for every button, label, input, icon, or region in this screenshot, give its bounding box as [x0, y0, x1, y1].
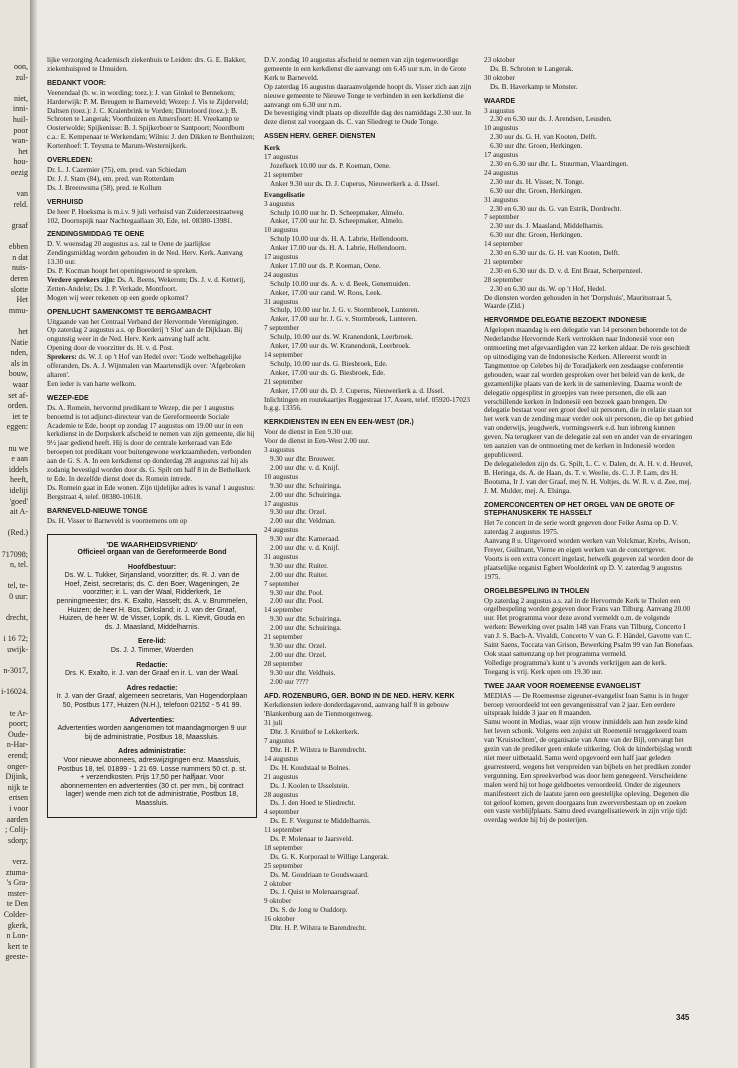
advertenties-text: Advertenties worden aangenomen tot maandagmorgen 9 uur bij de administratie, Postbus 18, Maassluis. [57, 725, 247, 741]
schedule-line: Anker, 17.00 uur cand. W. Roos, Leek. [270, 288, 382, 297]
schedule-line: 30 oktober [484, 73, 515, 82]
schedule-line: 2.30 en 6.30 uur ds. W. op 't Hof, Hedel. [490, 284, 607, 293]
previous-page-fragment: zul- [15, 72, 28, 82]
previous-page-fragment: als in [10, 358, 28, 368]
schedule-line: 21 september [484, 257, 523, 266]
adres-administratie-text: Voor nieuwe abonnees, adreswijzigingen enz. Maassluis, Postbus 18, tel. 01899 - 1 21 69. Losse nummers 50 ct. p. st. + verzendkosten. Prijs 17,50 per halfjaar. Voor abonnementen en advertenties (30 ct. per mm., bij contract lager) wende men zich tot de administratie, Postbus 18, Maassluis. [57, 756, 247, 807]
schedule-line: 9.30 uur dhr. Schuiringa. [270, 615, 342, 624]
schedule-line: 17 augustus [264, 253, 299, 262]
previous-page-fragment: gkerk, [7, 920, 28, 930]
schedule-line: Schulp 10.00 uur hr. D. Scheepmaker, Almelo. [270, 208, 405, 217]
previous-page-fragment: hou- [13, 157, 28, 167]
schedule-line: Anker, 17.00 uur hr. J. G. v. Stormbroek, Lunteren. [270, 315, 417, 324]
schedule-line: 24 augustus [264, 270, 299, 279]
schedule-line: 9.30 uur dhr. Ruiter. [270, 561, 328, 570]
masthead-box [47, 534, 257, 818]
schedule-line: 2.00 uur dhr. Schuiringa. [270, 624, 342, 633]
redactie-text: Drs. K. Exalto, ir. J. van der Graaf en ir. L. van der Waal. [64, 670, 240, 678]
redactie-heading: Redactie: [136, 661, 168, 669]
schedule-line: 2.00 uur dhr. Ruiter. [270, 570, 328, 579]
schedule-line: 23 oktober [484, 56, 515, 64]
schedule-line: 2.00 uur dhr. Pool. [270, 597, 324, 606]
schedule-line: 24 augustus [264, 526, 299, 535]
rozenburg-heading: AFD. ROZENBURG, GER. BOND IN DE NED. HERV. KERK [264, 692, 455, 700]
previous-page-fragment: het [18, 327, 28, 336]
zendingsmiddag-text-2: Ds. P. Kocman hoopt het openingswoord te spreken. [47, 267, 198, 276]
delegatie-heading: HERVORMDE DELEGATIE BEZOEKT INDONESIE [484, 317, 647, 325]
previous-page-fragment: i-16024. [1, 687, 28, 697]
previous-page-fragment: orden. [7, 401, 28, 411]
previous-page-fragment: n Lon- [6, 931, 28, 941]
previous-page-fragment: bouw, [8, 369, 28, 379]
schedule-line: 10 augustus [264, 472, 299, 481]
schedule-line: 2 oktober [264, 879, 292, 888]
barneveld-text: Ds. H. Visser te Barneveld is voornemens om op [47, 516, 187, 525]
schedule-line: 10 augustus [484, 124, 519, 133]
schedule-line: 28 september [264, 659, 303, 668]
orgelbespeling-heading: ORGELBESPELING IN THOLEN [484, 587, 590, 595]
previous-page-fragment: poort; [8, 719, 28, 729]
schedule-line: Ds. G. K. Korporaal te Willige Langerak. [270, 852, 389, 861]
schedule-line: 2.30 en 6.30 uur ds. G. van Estrik, Dordrecht. [490, 204, 622, 213]
previous-page-fragment: tel, te- [7, 581, 28, 591]
schedule-line: 9.30 uur dhr. Brouwer. [270, 454, 336, 463]
previous-page-fragment: n-Har- [6, 740, 28, 750]
masthead-subtitle: Officieel orgaan van de Gereformeerde Bond [77, 549, 227, 557]
previous-page-fragment: niet, [14, 93, 28, 103]
schedule-line: 7 september [264, 324, 299, 333]
schedule-line: 9.30 uur dhr. Orzel. [270, 642, 327, 650]
een-intro: Voor de dienst in Een 9.30 uur. Voor de dienst in Een-West 2.00 uur. [264, 428, 370, 446]
schedule-line: Schulp 10.00 uur ds. H. A. Labrie, Hellendoorn. [270, 235, 409, 244]
openlucht-text: Uitgaande van het Centraal Verband der Hervormde Verenigingen. Op zaterdag 2 augustus a.s. op Boerderij 't Slot' aan de Dijklaan. Bij ongunstig weer in de Ned. Herv. Kerk aanvang half acht. Opening door de voorzitter ds. H. v. d. Post. [47, 317, 243, 353]
previous-page-fragment: ideliji [9, 486, 28, 495]
previous-page-fragment: uwijk- [7, 645, 28, 654]
previous-page-fragment: 's Gra- [6, 878, 28, 888]
schedule-line: Anker 9.30 uur ds. D. J. Cuperus, Nieuwerkerk a. d. IJssel. [270, 179, 440, 188]
previous-page-fragment: sdorp; [8, 835, 28, 845]
eerelid-heading: Eere-lid: [137, 638, 166, 646]
schedule-line: 24 augustus [484, 168, 519, 177]
previous-page-fragment: ztuma- [5, 867, 28, 877]
schedule-line: Anker 17.00 uur ds. H. A. Labrie, Hellendoorn. [270, 244, 407, 253]
previous-page-fragment: iddels [8, 464, 28, 474]
schedule-line: Ds. M. Goudriaan te Goudswaard. [270, 870, 369, 879]
previous-page-fragment: oon, [14, 62, 28, 71]
zendingsmiddag-heading: ZENDINGSMIDDAG TE OENE [47, 231, 145, 239]
schedule-line: 11 september [264, 826, 303, 835]
verhuisd-heading: VERHUISD [47, 198, 84, 206]
previous-page-fragment: oezig [10, 168, 28, 177]
rozenburg-intro: Kerkdiensten iedere donderdagavond, aanvang half 8 in gebouw 'Blankenburg aan de Tienmorgenweg. [264, 701, 450, 719]
schedule-line: 9.30 uur dhr. Orzel. [270, 508, 327, 517]
schedule-line: 2.30 en 6.30 uur ds. D. v. d. Ent Braat, Scherpenzeel. [490, 266, 643, 275]
schedule-line: Dhr. J. Kruithof te Lekkerkerk. [270, 728, 360, 737]
advertenties-heading: Advertenties: [129, 716, 175, 724]
schedule-line: 2.30 en 6.30 uur ds. J. Arendsen, Leusden. [490, 115, 612, 124]
previous-page-fragment: 'goed' [9, 496, 28, 506]
schedule-line: 2.30 uur ds. J. Maasland, Middelharnis. [490, 222, 604, 231]
schedule-line: 9 oktober [264, 897, 292, 906]
schedule-line: Jozefkerk 10.00 uur ds. P. Koeman, Oene. [270, 161, 391, 170]
assen-evangelisatie-list [264, 200, 476, 396]
openlucht-speakers [47, 353, 257, 389]
previous-page-fragment: 717098; [1, 549, 28, 559]
waarde-list [484, 107, 694, 294]
schedule-line: 28 augustus [264, 790, 299, 799]
schedule-line: 14 september [484, 240, 523, 249]
schedule-line: 9.30 uur dhr. Pool. [270, 588, 324, 597]
previous-page-fragment: Het [16, 295, 28, 305]
previous-page-fragment: inni- [12, 104, 28, 114]
overleden-heading: OVERLEDEN: [47, 157, 93, 165]
schedule-line: 7 september [264, 579, 299, 588]
schedule-line: 9.30 uur dhr. Kameraad. [270, 535, 340, 544]
previous-page-fragment: heeft, [10, 475, 28, 485]
zomerconcerten-heading: ZOMERCONCERTEN OP HET ORGEL VAN DE GROTE OF STEPHANUSKERK TE HASSELT [484, 501, 675, 518]
wezep-heading: WEZEP-EDE [47, 394, 89, 402]
previous-page-fragment: reld. [13, 199, 28, 209]
schedule-line: 4 september [264, 808, 299, 817]
previous-page-fragment: nden, [10, 348, 28, 358]
schedule-line: 21 september [264, 170, 303, 179]
page-number: 345 [676, 1013, 690, 1022]
schedule-line: 6.30 uur dhr. Groen, Herkingen. [490, 186, 583, 195]
intro-text: lijke verzorging Academisch ziekenhuis te Leiden: drs. G. E. Bakker, ziekenhuispred te IJmuiden. [47, 56, 246, 73]
een-heading: KERKDIENSTEN IN EEN EN EEN-WEST (DR.) [264, 419, 414, 427]
hoofdbestuur-text: Ds. W. L. Tukker, Sirjansland, voorzitter; ds. R. J. van de Hoef, Zeist, secretaris; ds. C. den Boer, Wageningen, 2e voorzitter; ir. L. van der Waal, Ridderkerk, 1e penningmeester; drs. K. Exalto, Hasselt; ds. A. v. Brummelen, Huizen; de heer H. Bos, Dirksland; ir. J. van der Graaf, Huizen, de heer W. de Visser, Lopik, ds. L. Kievit, Gouda en ds. J. Maasland, Middelharnis. [56, 572, 248, 631]
previous-page-fragment: erend; [8, 751, 28, 760]
schedule-line: 21 september [264, 377, 303, 386]
schedule-line: 31 augustus [484, 195, 519, 204]
previous-page-fragment: verz. [12, 857, 28, 866]
schedule-line: Schulp, 10.00 uur hr. J. G. v. Stormbroek, Lunteren. [270, 306, 420, 315]
evangelist-heading: TWEE JAAR VOOR ROEMEENSE EVANGELIST [484, 682, 641, 690]
schedule-line: Ds. P. Molenaar te Jaarsveld. [270, 835, 354, 844]
previous-page-fragment: te Den [6, 899, 28, 909]
schedule-line: 25 september [264, 861, 303, 870]
verhuisd-text: De heer P. Hoeksma is m.i.v. 9 juli verhuisd van Zuiderzeestraatweg 102, Doornspijk naar Nachtegaallaan 30, Ede, tel. 08380-13981. [47, 207, 244, 225]
schedule-line: 2.30 en 6.30 uur ds. G. H. van Kooten, Delft. [490, 249, 620, 258]
schedule-line: 2.30 uur ds. H. Visser, N. Tonge. [490, 177, 584, 186]
schedule-line: 2.00 uur dhr. v. d. Knijf. [270, 544, 340, 553]
zendingsmiddag-speakers-label: Verdere sprekers zijn: [47, 275, 116, 284]
assen-kerk-label: Kerk [264, 144, 280, 153]
waarde-heading: WAARDE [484, 97, 516, 105]
schedule-line: 7 augustus [264, 737, 295, 746]
schedule-line: 9.30 uur dhr. Schuiringa. [270, 481, 342, 490]
schedule-line: 14 september [264, 351, 303, 359]
schedule-line: 18 september [264, 843, 303, 852]
previous-page-fragment: Oude- [8, 729, 28, 739]
previous-page-fragment: ertsen [8, 793, 28, 803]
barneveld-continued: D.V. zondag 10 augustus afscheid te nemen van zijn tegenwoordige gemeente in een kerkdienst die aanvangt om 6.45 uur n.m. in de Grote Kerk te Barneveld. Op zaterdag 16 augustus daaraanvolgende hoopt ds. Visser zich aan zijn nieuwe gemeente te Nieuwe Tonge te verbinden in een kerkdienst die aanvangt om 6.30 uur n.m. De bevestiging vindt plaats op diezelfde dag des namiddags 2.30 uur. In deze dienst zal voorgaan ds. C. van Sliedregt te Oude Tonge. [264, 56, 472, 127]
previous-page-fragment: nuis- [12, 263, 28, 273]
previous-page-fragment: drecht, [6, 613, 28, 623]
schedule-line: 10 augustus [264, 226, 299, 235]
previous-page-fragment: nu we [8, 443, 28, 453]
previous-page-fragment: i voor [9, 804, 28, 813]
schedule-line: Anker, 17.00 uur ds. W. Kranendonk, Leerbroek. [270, 342, 411, 351]
previous-page-fragment: n-3017, [3, 666, 28, 676]
assen-heading: ASSEN HERV. GEREF. DIENSTEN [264, 133, 376, 141]
previous-page-fragment: ait A- [10, 507, 28, 517]
assen-kerk-list [264, 153, 476, 189]
een-list [264, 446, 476, 686]
schedule-line: 14 augustus [264, 754, 299, 763]
schedule-line: 31 augustus [264, 297, 299, 306]
column-right [484, 56, 694, 825]
previous-page-fragment: n, tel. [10, 560, 28, 570]
schedule-line: Dhr. H. P. Wilstra te Barendrecht. [270, 924, 367, 933]
column-left [47, 56, 257, 818]
previous-page-fragment: aarden [6, 814, 28, 824]
previous-page-fragment: n dat [12, 252, 28, 262]
previous-page-fragment: mster- [7, 888, 28, 898]
schedule-line: 21 september [264, 633, 303, 642]
previous-page-fragment: Natie [10, 337, 28, 347]
schedule-line: 31 juli [264, 719, 283, 728]
previous-page-fragment: e aan [11, 454, 28, 464]
previous-page-fragment: poor [13, 125, 28, 135]
previous-page-fragment: Dijink, [5, 772, 28, 782]
previous-page-fragment: iet te [12, 411, 28, 421]
zendingsmiddag-speakers-text: Ds. A. Beens, Wekerom; Ds. J. v. d. Ketterij, Zetten-Andelst; Ds. J. P. Verkade, Montfoort. [47, 275, 246, 293]
schedule-line: Dhr. H. P. Wilstra te Barendrecht. [270, 745, 367, 754]
wezep-text: Ds. A. Romein, hervormd predikant te Wezep, die per 1 augustus benoemd is tot adjunct-directeur van de Gereformeerde Sociale Academie te Ede, hoopt op zondag 17 augustus om 19.00 uur in een kerkdienst in de Dorpskerk afscheid te nemen van zijn gemeente, die hij 9½ jaar gediend heeft. Hij is door de centrale kerkeraad van Ede beroepen tot predikant voor buitengewone werkzaamheden, verbonden aan de G. S. A. In een kerkdienst op donderdag 28 augustus zal hij als zodanig bevestigd worden door ds. G. Spilt om half 8 in de Bethelkerk te Ede. In dezelfde dienst doet ds. Romein intrede. Ds. Romein gaat in Ede wonen. Zijn tijdelijke adres is vanaf 1 augustus: Bergstraat 4, telef. 08380-10618. [47, 403, 255, 501]
zendingsmiddag-text: D. V. woensdag 20 augustus a.s. zal te Oene de jaarlijkse Zendingsmiddag worden gehouden in de Ned. Herv. Kerk. Aanvang 13.30 uur. [47, 240, 243, 267]
openlucht-heading: OPENLUCHT SAMENKOMST TE BERGAMBACHT [47, 308, 212, 316]
schedule-line: Ds. J. Quist te Molenaarsgraaf. [270, 888, 360, 897]
adres-administratie-heading: Adres administratie: [118, 748, 186, 756]
evangelist-text: MEDIAS — De Roemeense zigeuner-evangelist Ioan Samu is in hoger beroep veroordeeld tot een gevangenisstraf van 2 jaar. Een eerdere uitspraak luidde 3 jaar en 8 maanden. Samu woont in Medias, waar zijn vrouw inmiddels aan hun zesde kind het leven schonk. Volgens een zojuist uit Roemenië teruggekeerd team van 'Kruistochten', de organisatie van Anne van der Bijl, ontvangt het gezin van de prediker geen enkele uitkering. Ook de kinderbijslag wordt niet meer uitbetaald. Samu werd opgevoerd een half jaar geleden gearresteerd, wegens het verspreiden van bijbels en het prediken zonder vergunning. Een spreekverbod was door hem genegeerd. Verscheidene malen werd hij tot hoge geldboetes veroordeeld. Onder de zigeuners manifesteert zich de laatste jaren een geestelijke opleving. Degenen die tot geloof komen, geven doorgaans hun zwerversbestaan op en zoeken een vaste verblijfplaats. Samu deed evangelisatiewerk in zijn vrije tijd: overdag werkte hij bij de posterijen. [484, 691, 693, 825]
previous-page-fragment: waar [12, 380, 28, 389]
schedule-line: Anker, 17.00 uur ds. D. J. Cuperus, Nieuwerkerk a. d. IJssel. [270, 386, 445, 395]
rozenburg-list-continued [484, 56, 694, 92]
previous-page-fragment: te Ar- [9, 708, 28, 718]
hoofdbestuur-heading: Hoofdbestuur: [127, 563, 177, 571]
previous-page-fragment: nijk te [7, 782, 28, 792]
eerelid-text: Ds. J. J. Timmer, Woerden [110, 647, 194, 655]
barneveld-heading: BARNEVELD-NIEUWE TONGE [47, 507, 148, 515]
schedule-line: 2.00 uur dhr. Schuiringa. [270, 490, 342, 499]
openlucht-speakers-label: Sprekers: [47, 353, 77, 362]
previous-page-fragment: mmu- [8, 305, 28, 315]
schedule-line: Ds. J. Koolen te IJsselstein. [270, 781, 350, 790]
column-middle [264, 56, 476, 933]
zendingsmiddag-speakers [47, 276, 257, 294]
schedule-line: Ds. B. Haverkamp te Monster. [490, 82, 578, 91]
schedule-line: 9.30 uur dhr. Veldhuis. [270, 668, 336, 677]
orgelbespeling-text: Op zaterdag 2 augustus a.s. zal in de Hervormde Kerk te Tholen een orgelbespeling worden gegeven door Frans van Tilburg. Aanvang 20.00 uur. Het programma voor deze avond vermeldt o.m. de volgende werken: Bewerking over psalm 148 van Frans van Tilburg, Concerto I van J. S. Bach-A. Vivaldi, Concerto V van G. F. Händel, Gavotte van C. Saint Saens, Toccata van Grison, Bewerking Psalm 99 van Jan Bonefaas. Ook staat samenzang op het programma vermeld. Volledige programma's kunt u 's avonds verkrijgen aan de kerk. Toegang is vrij. Kerk open om 19.30 uur. [484, 596, 694, 676]
zomerconcerten-text: Het 7e concert in de serie wordt gegeven door Feike Asma op D. V. zaterdag 2 augustus 1975. Aanvang 8 u. Uitgevoerd worden werken van Volckmar, Krebs, Avison, Freyer, Guilmant, Vierne en eigen werken van de concertgever. Voorts is een extra concert ingelast, hetwelk gegeven zal worden door de plaatselijke organist Egbert Woolderink op D. V. zaterdag 9 augustus 1975. [484, 519, 694, 581]
previous-page-fragment: ebben [8, 242, 28, 252]
schedule-line: Ds. S. de Jong te Ouddorp. [270, 906, 348, 915]
schedule-line: 17 augustus [484, 151, 519, 160]
schedule-line: 31 augustus [264, 552, 299, 561]
previous-page-fragment: ; Colij- [5, 825, 28, 835]
zendingsmiddag-text-4: Mogen wij weer rekenen op een goede opkomst? [47, 293, 189, 302]
schedule-line: Ds. J. den Hoed te Sliedrecht. [270, 799, 356, 808]
previous-page-fragment: het [18, 146, 28, 156]
schedule-line: 2.00 uur dhr. Veldman. [270, 517, 336, 526]
bedankt-heading: BEDANKT VOOR: [47, 79, 107, 87]
previous-page-fragment: slotte [10, 284, 28, 294]
schedule-line: 2.30 uur ds. G. H. van Kooten, Delft. [490, 133, 597, 142]
previous-page-fragment: deren [10, 274, 28, 283]
schedule-line: 6.30 uur dhr. Groen, Herkingen. [490, 142, 583, 151]
previous-page-fragment: kert te [7, 941, 28, 951]
adres-redactie-heading: Adres redactie: [126, 684, 178, 692]
previous-page-fragment: eggen: [6, 422, 28, 432]
schedule-line: Ds. E. F. Vergunst te Middelharnis. [270, 817, 371, 826]
schedule-line: 2.00 uur dhr. v. d. Knijf. [270, 463, 340, 472]
previous-page-fragment: huil- [12, 115, 28, 124]
assen-info: Inlichtingen en routekaartjes Reggestraat 17, Assen, telef. 05920-17023 b.g.g. 13356. [264, 395, 470, 413]
openlucht-speakers-text: ds. W. J. op 't Hof van Hedel over: 'Gode welbehagelijke offeranden, Ds. A. J. Wijnmalen van Maartensdijk over: 'Afgebroken altaren'. Een ieder is van harte welkom. [47, 353, 246, 388]
previous-page-fragment: van [16, 189, 28, 199]
schedule-line: 3 augustus [484, 106, 515, 115]
schedule-line: 21 augustus [264, 772, 299, 781]
waarde-text: De diensten worden gehouden in het 'Dorpshuis', Mauritsstraat 5, Waarde (Zld.) [484, 293, 672, 311]
previous-page-fragment: graaf [11, 221, 28, 230]
rozenburg-list [264, 719, 476, 933]
schedule-line: 3 augustus [264, 199, 295, 208]
masthead-title: 'DE WAARHEIDSVRIEND' [106, 539, 198, 549]
schedule-line: 17 augustus [264, 499, 299, 508]
schedule-line: 16 oktober [264, 915, 295, 924]
schedule-line: Anker 17.00 uur ds. P. Koeman, Oene. [270, 261, 381, 270]
previous-page-fragment: Colder- [3, 910, 28, 919]
schedule-line: Anker, 17.00 uur hr. D. Scheepmaker, Almelo. [270, 217, 404, 226]
previous-page-fragment: set af- [8, 390, 28, 400]
previous-page-fragment: geeste- [5, 952, 28, 962]
schedule-line: 2.00 uur ???? [270, 677, 309, 686]
schedule-line: Ds. B. Schroten te Langerak. [490, 64, 574, 73]
schedule-line: 7 september [484, 213, 519, 222]
previous-page-fragment: (Red.) [7, 528, 28, 538]
schedule-line: 14 september [264, 606, 303, 615]
assen-evangelisatie-label: Evangelisatie [264, 190, 305, 199]
schedule-line: 3 augustus [264, 446, 295, 455]
schedule-line: Schulp, 10.00 uur ds. G. Biesbroek, Ede. [270, 359, 388, 368]
schedule-line: Anker, 17.00 uur ds. G. Biesbroek, Ede. [270, 368, 386, 377]
schedule-line: 2.00 uur dhr. Orzel. [270, 650, 327, 659]
schedule-line: Schulp 10.00 uur ds. A. v. d. Beek, Genemuiden. [270, 279, 411, 288]
schedule-line: 2.30 en 6.30 uur dhr. L. Stuurman, Vlaardingen. [490, 159, 629, 168]
schedule-line: 17 augustus [264, 153, 299, 162]
adres-redactie-text: Ir. J. van der Graaf, algemeen secretaris, Van Hogendorplaan 50, Postbus 177, Huizen (N.H.), telefoon 02152 - 5 41 99. [56, 693, 248, 709]
previous-page-edge [0, 0, 31, 1068]
schedule-line: Schulp, 10.00 uur ds. W. Kranendonk, Leerbroek. [270, 333, 413, 342]
overleden-text: Dr. L. J. Cazemier (75), em. pred. van Schiedam Dr. J. J. Stam (84), em. pred. van Rotterdam Ds. J. Breeuwsma (58), pred. te Kollum [47, 165, 187, 192]
previous-page-fragment: 0 uur: [9, 592, 28, 601]
previous-page-fragment: onger- [7, 761, 28, 771]
schedule-line: Ds. H. Koudstaal te Bolnes. [270, 763, 351, 772]
bedankt-text: Veenendaal (b. w. in wording; toez.): J. van Ginkel te Bennekom; Harderwijk: P. M. Breugem te Barneveld; Wezep: J. Vis te Zijderveld; Daltsen (toez.): J. C. Kraienbrink te Vorden; Dinteloord (toez.): B. Schroten te Langerak; Voorthuizen en Amersfoort: H. Vreekamp te Oosterwolde; Spijkenisse: B. J. Spijkerboer te Santpoort; Noordborn c.a.: E. Kempenaar te Werkendam; Wilnis: J. den Dikken te Benthuizen; Kortenhoef: T. Teysma te Marum-Westernijkerk. [47, 88, 255, 151]
delegatie-text: Afgelopen maandag is een delegatie van 14 personen behorende tot de Nederlandse Hervormde Kerk vertrokken naar Indonesië voor een ontmoeting met afgevaardigden van 22 kerken aldaar. De reis geschiedt op uitnodiging van de Indonesische Kerken. Allereerst wordt in Tangmentoe op Celebes bij de Toradjakerk een zesdaagse conferentie gehouden, waar zal worden gesproken over het beleid van de kerk, de gezamenlijke plaats van de kerk in de samenleving. Daarna wordt de delegatie opgesplitst in groepjes van twee personen, die elk aan verschillende kerken in Indonesië een bezoek gaan brengen. De delegatie bestaat voor een groot deel uit personen, die in relatie staan tot het werk van de zending maar verder ook uit personen, die op het gebied van onderwijs, jeugdwerk, vormingswerk e.d. hun inbreng kunnen geven. Na terugkeer van de delegatie zal een en ander van de ervaringen ten aanzien van de ontmoeting met de kerken in Indonesië worden gepubliceerd. De delegatieleden zijn ds. G. Spilt, L. C. v. Dalen, dr. A. H. v. d. Heuvel, B. Heringa, ds. A. de Haan, ds. T. v. Weelie, ds. C. J. P. Lam, drs H. Bootsma, Ir J. van der Graaf, mej N. H. Voltjes, ds. W. R. v. d. Zee, mej. J. M. Mulder, mej. A. Elsinga. [484, 326, 694, 495]
previous-page-fragment: wan- [12, 136, 28, 146]
schedule-line: 28 september [484, 275, 523, 284]
schedule-line: 6.30 uur dhr. Groen, Herkingen. [490, 231, 583, 240]
previous-page-fragment: i 16 72; [3, 634, 28, 644]
book-gutter [30, 0, 38, 1068]
